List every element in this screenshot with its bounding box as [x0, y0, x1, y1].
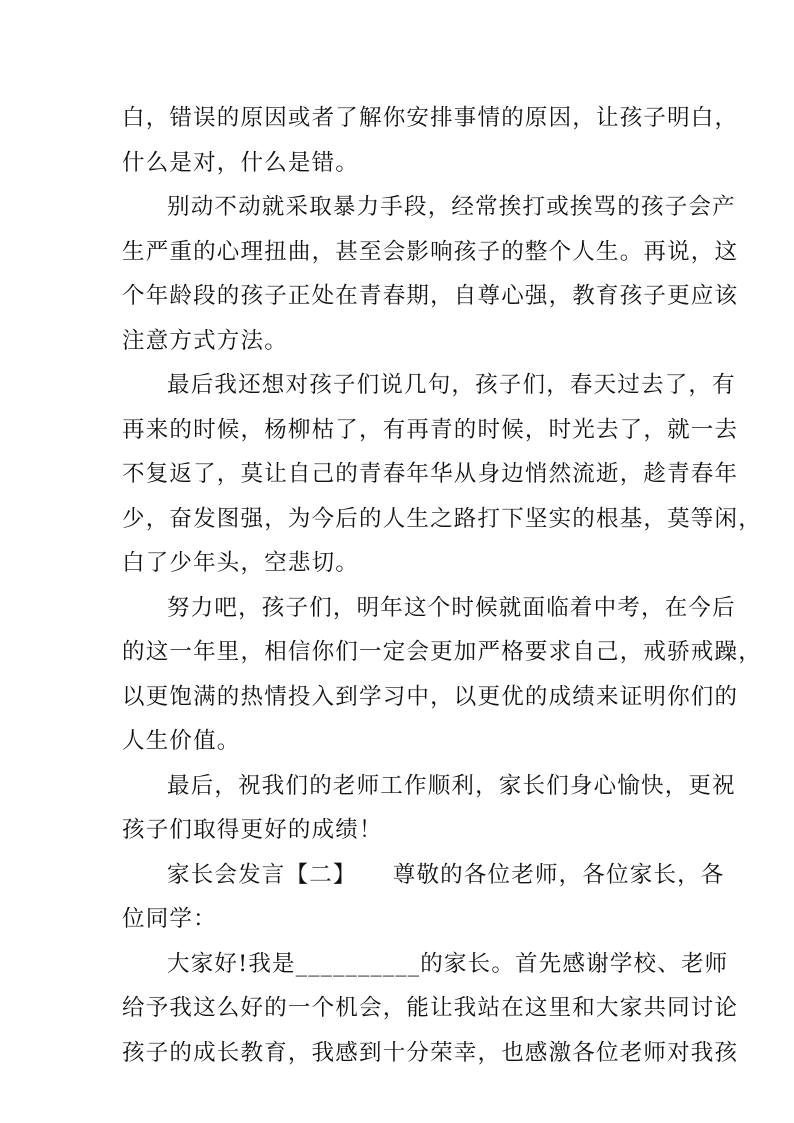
text-line: 孩子们取得更好的成绩！ — [122, 817, 383, 843]
text-line: 给予我这么好的一个机会，能让我站在这里和大家共同讨论 — [122, 995, 739, 1021]
text-line: 少，奋发图强，为今后的人生之路打下坚实的根基，莫等闲， — [122, 505, 762, 532]
text-line: 不复返了，莫让自己的青春年华从身边悄然流逝，趁青春年 — [122, 461, 739, 487]
text-line: 白了少年头，空悲切。 — [122, 550, 360, 576]
text-line: 白，错误的原因或者了解你安排事情的原因，让孩子明白， — [122, 105, 739, 131]
text-line: 什么是对，什么是错。 — [122, 149, 360, 176]
text-line: 别动不动就采取暴力手段，经常挨打或挨骂的孩子会产 — [167, 194, 736, 220]
text-line: 人生价值。 — [122, 728, 241, 754]
text-line: 个年龄段的孩子正处在青春期，自尊心强，教育孩子更应该 — [122, 283, 739, 309]
section-heading-line: 家长会发言【二】 尊敬的各位老师，各位家长，各 — [167, 861, 725, 888]
text-line: 最后我还想对孩子们说几句，孩子们，春天过去了，有 — [167, 372, 736, 398]
text-line: 努力吧，孩子们，明年这个时候就面临着中考，在今后 — [167, 594, 736, 621]
text-line: 最后，祝我们的老师工作顺利，家长们身心愉快，更祝 — [167, 772, 736, 799]
text-line: 再来的时候，杨柳枯了，有再青的时候，时光去了，就一去 — [122, 416, 739, 443]
text-line: 生严重的心理扭曲，甚至会影响孩子的整个人生。再说，这 — [122, 238, 739, 265]
text-line: 的这一年里，相信你们一定会更加严格要求自己，戒骄戒躁， — [122, 639, 762, 665]
body-text — [122, 96, 762, 1075]
text-line: 注意方式方法。 — [122, 327, 288, 354]
text-line: 孩子的成长教育，我感到十分荣幸，也感激各位老师对我孩 — [122, 1039, 739, 1066]
text-line: 以更饱满的热情投入到学习中，以更优的成绩来证明你们的 — [122, 683, 739, 710]
text-line: 大家好!我是__________的家长。首先感谢学校、老师 — [167, 950, 729, 977]
text-line: 位同学： — [122, 906, 217, 932]
